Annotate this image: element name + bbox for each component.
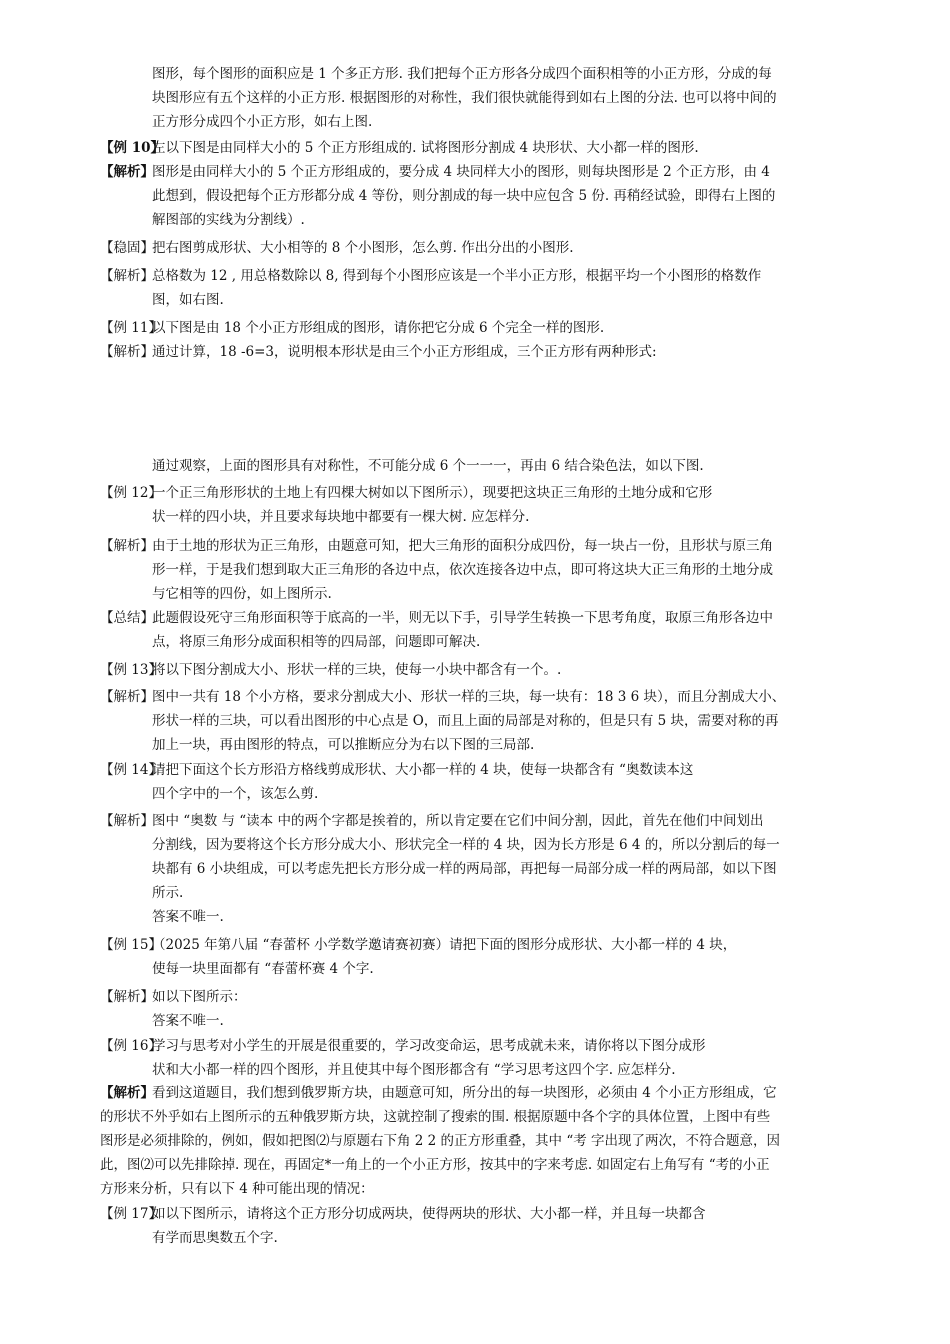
text-line: 四个字中的一个，该怎么剪. — [152, 786, 319, 802]
paragraph-tag: 【例 10】 — [100, 140, 164, 156]
text-line: 与它相等的四份，如上图所示. — [152, 586, 332, 602]
paragraph-tag: 【解析】 — [100, 1085, 154, 1101]
paragraph-example-13 — [100, 658, 895, 682]
paragraph-tag: 【例 13】 — [100, 662, 162, 678]
paragraph-analysis-flush — [100, 1081, 895, 1201]
text-line: 通过计算，18 -6=3，说明根本形状是由三个小正方形组成，三个正方形有两种形式: — [152, 344, 657, 360]
text-line: 图形是由同样大小的 5 个正方形组成的，要分成 4 块同样大小的图形，则每块图形是 2 个正方形，由 4 — [152, 164, 770, 180]
paragraph-tag: 【解析】 — [100, 813, 154, 829]
text-line: 使每一块里面都有 “春蕾杯赛 4 个字. — [152, 961, 374, 977]
text-line: 形一样，于是我们想到取大正三角形的各边中点，依次连接各边中点，即可将这块大正三角形的土地分成 — [152, 562, 773, 578]
text-line: 如以下图所示： — [152, 989, 247, 1005]
paragraph-tag: 【解析】 — [100, 164, 154, 180]
text-line: 答案不唯一. — [152, 909, 224, 925]
paragraph-example-14 — [100, 758, 895, 806]
text-line: 所示. — [152, 885, 184, 901]
paragraph-p7 — [100, 454, 895, 478]
paragraph-example-15 — [100, 933, 895, 981]
text-line: 图中 “奥数 与 “读本 中的两个字都是挨着的，所以肯定要在它们中间分割，因此，首先在他们中间划出 — [152, 813, 764, 829]
text-line: 图，如右图. — [152, 292, 224, 308]
text-line: 图形是必须排除的，例如，假如把图⑵与原题右下角 2 2 的正方形重叠，其中 “考 字出现了两次，不符合题意，因 — [100, 1133, 781, 1149]
paragraph-tag: 【解析】 — [100, 989, 154, 1005]
paragraph-tag: 【解析】 — [100, 689, 154, 705]
text-line: 以下图是由 18 个小正方形组成的图形，请你把它分成 6 个完全一样的图形. — [152, 320, 605, 336]
paragraph-p0 — [100, 62, 895, 134]
text-line: 加上一块，再由图形的特点，可以推断应分为右以下图的三局部. — [152, 737, 535, 753]
paragraph-analysis — [100, 985, 895, 1033]
text-line: 的形状不外乎如右上图所示的五种俄罗斯方块，这就控制了搜索的围. 根据原题中各个字的具体位置，上图中有些 — [100, 1109, 771, 1125]
text-line: 此想到，假设把每个正方形都分成 4 等份，则分割成的每一块中应包含 5 份. 再稍经试验，即得右上图的 — [152, 188, 776, 204]
paragraph-analysis — [100, 809, 895, 929]
paragraph-analysis — [100, 264, 895, 312]
text-line: 分割线，因为要将这个长方形分成大小、形状完全一样的 4 块，因为长方形是 6 4 的，所以分割后的每一 — [152, 837, 780, 853]
text-line: 解图部的实线为分割线）. — [152, 212, 305, 228]
paragraph-summary — [100, 606, 895, 654]
text-line: 图形，每个图形的面积应是 1 个多正方形. 我们把每个正方形各分成四个面积相等的小正方形，分成的每 — [152, 66, 772, 82]
paragraph-example-17 — [100, 1202, 895, 1250]
paragraph-analysis — [100, 685, 895, 757]
paragraph-tag: 【总结】 — [100, 610, 154, 626]
text-line: 块图形应有五个这样的小正方形. 根据图形的对称性，我们很快就能得到如右上图的分法. 也可以将中间的 — [152, 90, 777, 106]
paragraph-example-12 — [100, 481, 895, 529]
text-line: 状和大小都一样的四个图形，并且使其中每个图形都含有 “学习思考这四个字. 应怎样分. — [152, 1062, 676, 1078]
text-line: 此，图⑵可以先排除掉. 现在，再固定*一角上的一个小正方形，按其中的字来考虑. 如固定右上角写有 “考的小正 — [100, 1157, 770, 1173]
paragraph-analysis — [100, 534, 895, 606]
text-line: 通过观察，上面的图形具有对称性，不可能分成 6 个一一一，再由 6 结合染色法，如以下图. — [152, 458, 704, 474]
text-line: 形状一样的三块，可以看出图形的中心点是 O，而且上面的局部是对称的，但是只有 5 块，需要对称的再 — [152, 713, 779, 729]
paragraph-analysis — [100, 340, 895, 364]
text-line: 学习与思考对小学生的开展是很重要的，学习改变命运，思考成就未来，请你将以下图分成形 — [152, 1038, 706, 1054]
paragraph-tag: 【例 17】 — [100, 1206, 162, 1222]
paragraph-consolidate — [100, 236, 895, 260]
text-line: 此题假设死守三角形面积等于底高的一半，则无以下手，引导学生转换一下思考角度，取原三角形各边中 — [152, 610, 773, 626]
text-line: 将以下图分割成大小、形状一样的三块，使每一小块中都含有一个。. — [152, 662, 562, 678]
paragraph-analysis — [100, 160, 895, 232]
text-line: 把右图剪成形状、大小相等的 8 个小图形，怎么剪. 作出分出的小图形. — [152, 240, 574, 256]
text-line: 有学而思奥数五个字. — [152, 1230, 278, 1246]
text-line: （2025 年第八届 “春蕾杯 小学数学邀请赛初赛）请把下面的图形分成形状、大小都一样的 4 块， — [152, 937, 737, 953]
paragraph-example-16 — [100, 1034, 895, 1082]
text-line: 方形来分析，只有以下 4 种可能出现的情况： — [100, 1181, 374, 1197]
text-line: 答案不唯一. — [152, 1013, 224, 1029]
paragraph-tag: 【解析】 — [100, 344, 154, 360]
paragraph-tag: 【稳固】 — [100, 240, 154, 256]
text-line: 由于土地的形状为正三角形，由题意可知，把大三角形的面积分成四份，每一块占一份，且形状与原三角 — [152, 538, 773, 554]
text-line: 块都有 6 小块组成，可以考虑先把长方形分成一样的两局部，再把每一局部分成一样的两局部，如以下图 — [152, 861, 777, 877]
paragraph-tag: 【例 11】 — [100, 320, 162, 336]
paragraph-tag: 【例 12】 — [100, 485, 162, 501]
paragraph-example-10 — [100, 136, 895, 160]
text-line: 一个正三角形形状的土地上有四棵大树如以下图所示），现要把这块正三角形的土地分成和它形 — [152, 485, 713, 501]
text-line: 点，将原三角形分成面积相等的四局部，问题即可解决. — [152, 634, 481, 650]
text-line: 总格数为 12 , 用总格数除以 8, 得到每个小图形应该是一个半小正方形，根据平均一个小图形的格数作 — [152, 268, 762, 284]
text-line: 状一样的四小块，并且要求每块地中都要有一棵大树. 应怎样分. — [152, 509, 530, 525]
paragraph-tag: 【例 14】 — [100, 762, 162, 778]
paragraph-example-11 — [100, 316, 895, 340]
text-line: 左以下图是由同样大小的 5 个正方形组成的. 试将图形分割成 4 块形状、大小都一样的图形. — [152, 140, 699, 156]
paragraph-tag: 【例 16】 — [100, 1038, 162, 1054]
text-line: 看到这道题目，我们想到俄罗斯方块，由题意可知，所分出的每一块图形，必须由 4 个小正方形组成，它 — [152, 1085, 777, 1101]
paragraph-tag: 【例 15】 — [100, 937, 162, 953]
text-line: 请把下面这个长方形沿方格线剪成形状、大小都一样的 4 块，使每一块都含有 “奥数读本这 — [152, 762, 694, 778]
paragraph-tag: 【解析】 — [100, 538, 154, 554]
text-line: 图中一共有 18 个小方格，要求分割成大小、形状一样的三块，每一块有：18 3 6 块），而且分割成大小、 — [152, 689, 786, 705]
paragraph-tag: 【解析】 — [100, 268, 154, 284]
text-line: 正方形分成四个小正方形，如右上图. — [152, 114, 373, 130]
text-line: 如以下图所示，请将这个正方形分切成两块，使得两块的形状、大小都一样，并且每一块都含 — [152, 1206, 706, 1222]
